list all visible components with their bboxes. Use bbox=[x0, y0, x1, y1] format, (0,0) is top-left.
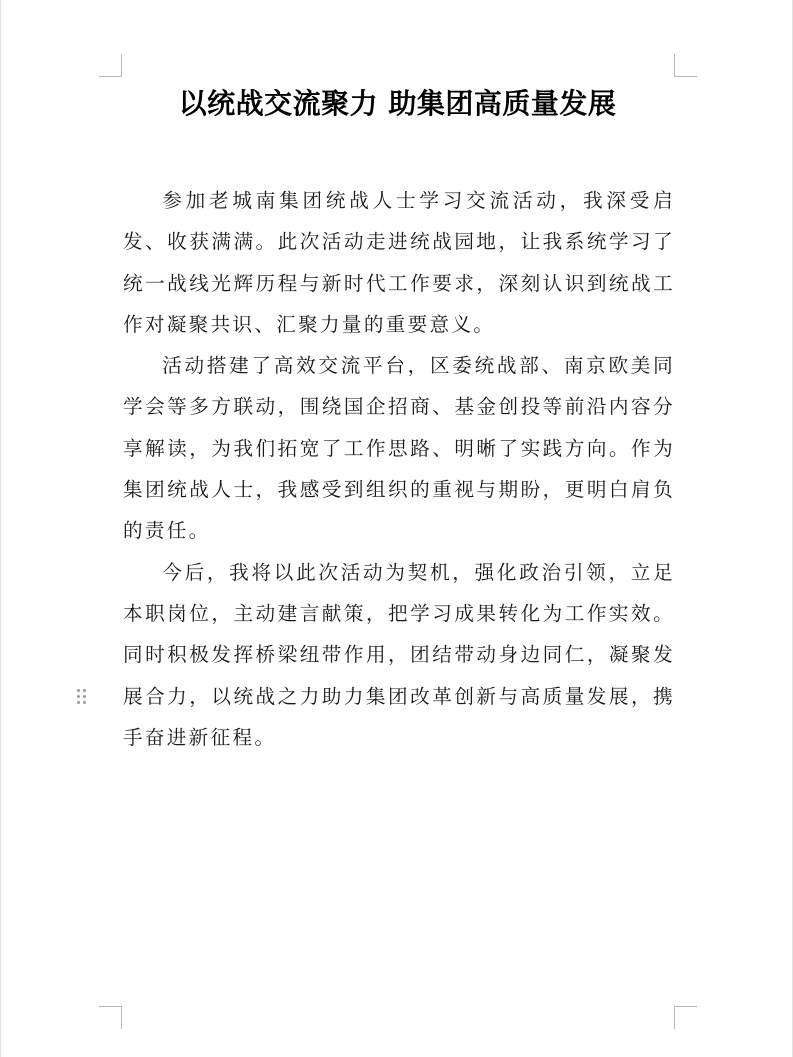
drag-handle-icon[interactable] bbox=[77, 689, 89, 705]
paragraph-1[interactable]: 参加老城南集团统战人士学习交流活动，我深受启发、收获满满。此次活动走进统战园地，让我系统学习了统一战线光辉历程与新时代工作要求，深刻认识到统战工作对凝聚共识、汇聚力量的重要意义。 bbox=[123, 189, 675, 336]
page-margin-corner-bottom-right bbox=[674, 1006, 697, 1029]
document-body[interactable] bbox=[123, 180, 675, 758]
page-margin-corner-bottom-left bbox=[99, 1006, 122, 1029]
paragraph-3[interactable]: 今后，我将以此次活动为契机，强化政治引领，立足本职岗位，主动建言献策，把学习成果转化为工作实效。同时积极发挥桥梁纽带作用，团结带动身边同仁，凝聚发展合力，以统战之力助力集团改革创新与高质量发展，携手奋进新征程。 bbox=[123, 560, 675, 749]
page-margin-corner-top-left bbox=[99, 54, 122, 77]
page-margin-corner-top-right bbox=[674, 54, 697, 77]
document-title[interactable]: 以统战交流聚力 助集团高质量发展 bbox=[178, 87, 617, 120]
paragraph-2[interactable]: 活动搭建了高效交流平台，区委统战部、南京欧美同学会等多方联动，围绕国企招商、基金创投等前沿内容分享解读，为我们拓宽了工作思路、明晰了实践方向。作为集团统战人士，我感受到组织的重视与期盼，更明白肩负的责任。 bbox=[123, 354, 675, 543]
